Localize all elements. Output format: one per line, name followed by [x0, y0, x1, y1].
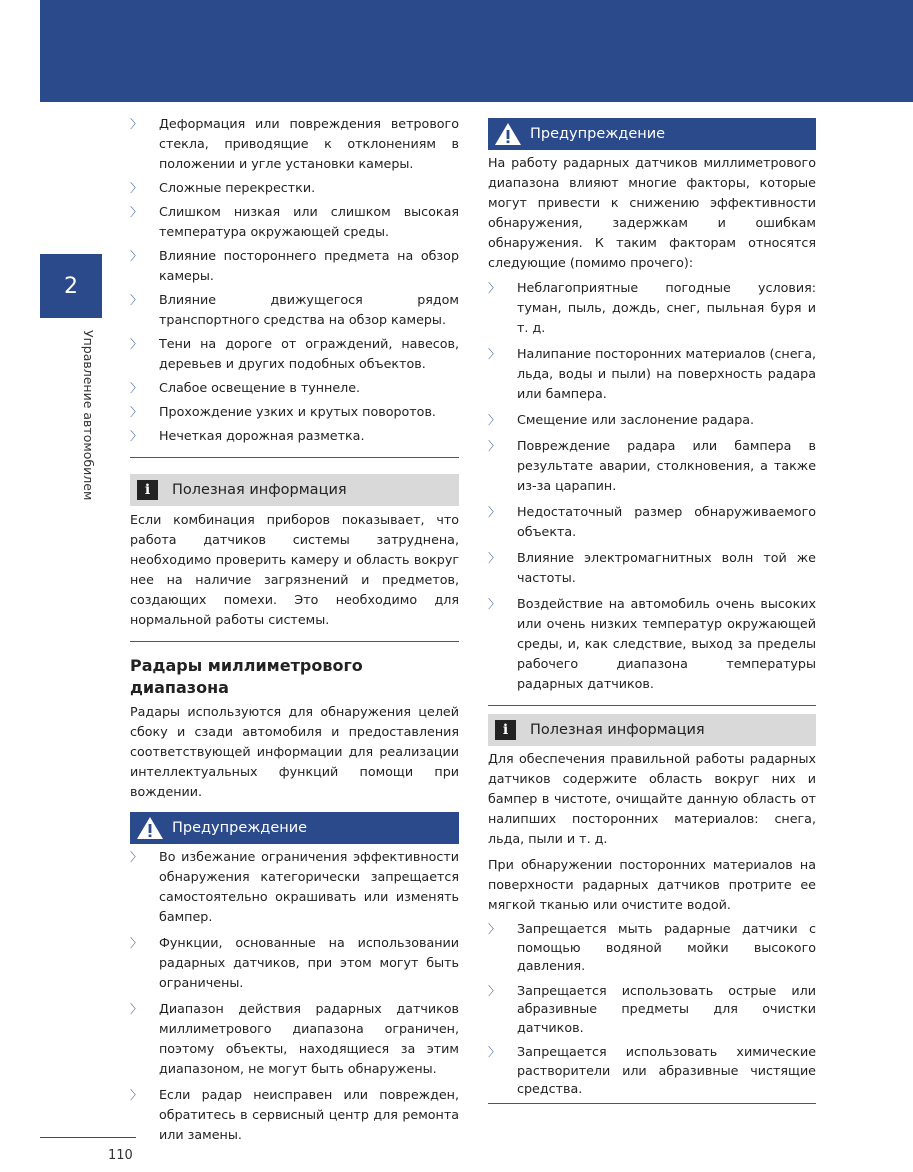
list-item-text: Слишком низкая или слишком высокая температура окружающей среды. [159, 204, 459, 239]
chevron-right-icon: 〉 [488, 597, 501, 611]
radar-warning-list [130, 847, 459, 1145]
header-bar [40, 0, 913, 102]
list-item [130, 426, 459, 446]
list-item [488, 594, 816, 694]
list-item [130, 202, 459, 242]
page-number: 110 [108, 1148, 133, 1163]
list-item-text: Если радар неисправен или поврежден, обратитесь в сервисный центр для ремонта или замены. [159, 1087, 459, 1142]
warning-text: На работу радарных датчиков миллиметрового диапазона влияют многие факторы, которые могут привести к снижению эффективности обнаружения, задержкам и ошибкам обнаружения. К таким факторам относятся следующие (помимо прочего): [488, 155, 816, 270]
list-item-text: Тени на дороге от ограждений, навесов, деревьев и других подобных объектов. [159, 336, 459, 371]
warning-triangle-icon [494, 121, 522, 147]
warning-header [130, 812, 459, 844]
chevron-right-icon: 〉 [130, 249, 143, 263]
chevron-right-icon: 〉 [488, 347, 501, 361]
list-item [488, 344, 816, 404]
list-item-text: Воздействие на автомобиль очень высоких или очень низких температур окружающей среды, и, как следствие, выход за пределы рабочего диапазона температуры радарных датчиков. [517, 596, 816, 691]
chevron-right-icon: 〉 [130, 405, 143, 419]
info-text: Если комбинация приборов показывает, что работа датчиков системы затруднена, необходимо проверить камеру и область вокруг нее на наличие загрязнений и предметов, создающих помехи. Это необходимо для нормальной работы системы. [130, 512, 459, 627]
divider [488, 705, 816, 706]
list-item-text: Повреждение радара или бампера в результате аварии, столкновения, а также из-за царапин. [517, 438, 816, 493]
list-item-text: Деформация или повреждения ветрового стекла, приводящие к отклонениям в положении и угле установки камеры. [159, 116, 459, 171]
right-column [488, 118, 816, 1104]
chevron-right-icon: 〉 [130, 429, 143, 443]
info-title: Полезная информация [530, 722, 705, 738]
info-icon: i [137, 480, 158, 500]
list-item [130, 246, 459, 286]
warning-header [488, 118, 816, 150]
list-item [130, 999, 459, 1079]
chevron-right-icon: 〉 [130, 181, 143, 195]
list-item [130, 933, 459, 993]
list-item [488, 548, 816, 588]
list-item [130, 114, 459, 174]
chevron-right-icon: 〉 [488, 505, 501, 519]
section-title: Радары миллиметрового диапазона [130, 656, 363, 697]
list-item-text: Недостаточный размер обнаруживаемого объекта. [517, 504, 816, 539]
list-item [488, 278, 816, 338]
chevron-right-icon: 〉 [488, 1045, 501, 1059]
list-item [488, 410, 816, 430]
chapter-title: Управление автомобилем [81, 330, 96, 501]
list-item [130, 402, 459, 422]
list-item [130, 334, 459, 374]
list-item [130, 178, 459, 198]
list-item-text: Влияние движущегося рядом транспортного средства на обзор камеры. [159, 292, 459, 327]
left-column [130, 114, 459, 1145]
divider [130, 641, 459, 642]
list-item-text: Слабое освещение в туннеле. [159, 380, 361, 395]
list-item [488, 436, 816, 496]
list-item-text: Нечеткая дорожная разметка. [159, 428, 365, 443]
chevron-right-icon: 〉 [488, 551, 501, 565]
chevron-right-icon: 〉 [130, 1088, 143, 1102]
list-item-text: Во избежание ограничения эффективности обнаружения категорически запрещается самостоятельно окрашивать или изменять бампер. [159, 849, 459, 924]
info-header [130, 474, 459, 506]
list-item-text: Запрещается использовать острые или абразивные предметы для очистки датчиков. [517, 982, 816, 1035]
chevron-right-icon: 〉 [130, 936, 143, 950]
list-item [130, 378, 459, 398]
list-item-text: Запрещается мыть радарные датчики с помощью водяной мойки высокого давления. [517, 921, 816, 973]
section-text: Радары используются для обнаружения целей сбоку и сзади автомобиля и предоставления соответствующей информации для реализации интеллектуальных функций помощи при вождении. [130, 704, 459, 799]
info-icon: i [495, 720, 516, 740]
chevron-right-icon: 〉 [130, 293, 143, 307]
chevron-right-icon: 〉 [130, 337, 143, 351]
list-item-text: Влияние постороннего предмета на обзор камеры. [159, 248, 459, 283]
list-item [130, 847, 459, 927]
list-item-text: Функции, основанные на использовании радарных датчиков, при этом могут быть ограничены. [159, 935, 459, 990]
list-item [130, 290, 459, 330]
list-item-text: Влияние электромагнитных волн той же частоты. [517, 550, 816, 585]
list-item-text: Смещение или заслонение радара. [517, 412, 755, 427]
chevron-right-icon: 〉 [488, 439, 501, 453]
chevron-right-icon: 〉 [130, 1002, 143, 1016]
divider [488, 1103, 816, 1104]
list-item-text: Сложные перекрестки. [159, 180, 316, 195]
chevron-right-icon: 〉 [488, 281, 501, 295]
chevron-right-icon: 〉 [488, 983, 501, 998]
chevron-right-icon: 〉 [130, 381, 143, 395]
info-text-1: Для обеспечения правильной работы радарных датчиков содержите область вокруг них и бампер в чистоте, очищайте данную область от налипших посторонних материалов: снега, льда, пыли и т. д. [488, 751, 816, 846]
info-text-2: При обнаружении посторонних материалов на поверхности радарных датчиков протрите ее мягкой тканью или очистите водой. [488, 857, 816, 912]
info-title: Полезная информация [172, 482, 347, 498]
list-item [488, 920, 816, 976]
info-header [488, 714, 816, 746]
chevron-right-icon: 〉 [130, 205, 143, 219]
list-item [488, 1043, 816, 1099]
chevron-right-icon: 〉 [488, 922, 501, 936]
warning-triangle-icon [136, 815, 164, 841]
list-item-text: Запрещается использовать химические растворители или абразивные чистящие средства. [517, 1044, 816, 1096]
list-item-text: Неблагоприятные погодные условия: туман, пыль, дождь, снег, пыльная буря и т. д. [517, 280, 816, 335]
chevron-right-icon: 〉 [130, 850, 143, 864]
divider [130, 457, 459, 458]
list-item [130, 1085, 459, 1145]
warning-title: Предупреждение [172, 820, 308, 836]
list-item-text: Диапазон действия радарных датчиков миллиметрового диапазона ограничен, поэтому объекты, находящиеся за этим диапазоном, не могут быть обнаружены. [159, 1001, 459, 1076]
chapter-number-tab: 2 [40, 254, 102, 318]
radar-factors-list [488, 278, 816, 694]
camera-limitations-list [130, 114, 459, 446]
chevron-right-icon: 〉 [130, 117, 143, 131]
list-item-text: Налипание посторонних материалов (снега, льда, воды и пыли) на поверхность радара или бампера. [517, 346, 816, 401]
cleaning-rules-list [488, 920, 816, 1099]
footer-line [40, 1137, 136, 1138]
list-item [488, 502, 816, 542]
list-item [488, 982, 816, 1038]
warning-title: Предупреждение [530, 126, 666, 142]
chevron-right-icon: 〉 [488, 413, 501, 427]
list-item-text: Прохождение узких и крутых поворотов. [159, 404, 436, 419]
